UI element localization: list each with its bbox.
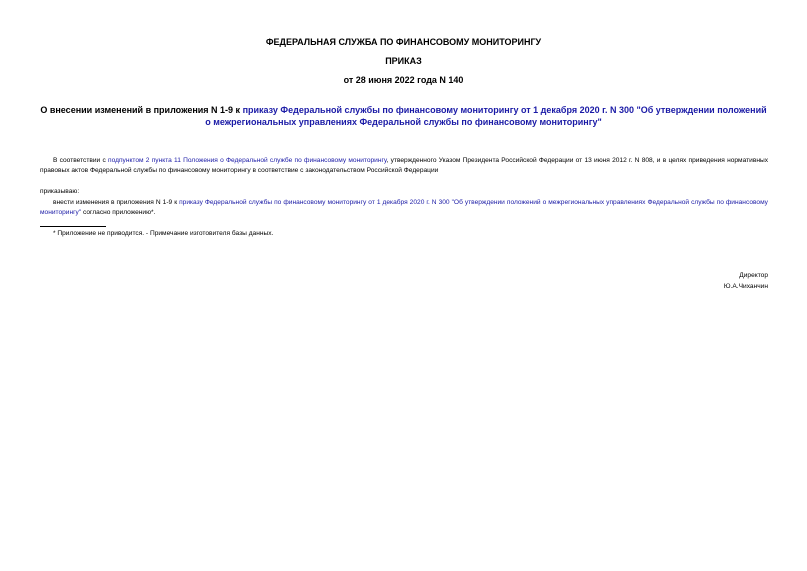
order-word: приказываю:: [40, 188, 80, 195]
document-type: ПРИКАЗ: [385, 56, 422, 66]
title-prefix: О внесении изменений в приложения N 1-9 к: [40, 105, 243, 115]
signature-name: Ю.А.Чиханчин: [723, 283, 768, 290]
document-title: [40, 104, 767, 128]
agency-name: ФЕДЕРАЛЬНАЯ СЛУЖБА ПО ФИНАНСОВОМУ МОНИТОРИНГУ: [265, 37, 542, 47]
preamble-paragraph: [40, 156, 768, 176]
document-date-number: от 28 июня 2022 года N 140: [343, 75, 464, 85]
signature-position: Директор: [739, 272, 768, 279]
footnote: * Приложение не приводится. - Примечание изготовителя базы данных.: [53, 230, 274, 237]
preamble-text-c: , и в целях приведения нормативных правовых актов Федеральной службы по финансовому мониторингу в соответствие с законодательством Российской Федерации: [40, 157, 768, 174]
order-paragraph: [40, 198, 768, 218]
preamble-link-regulation[interactable]: подпунктом 2 пункта 11 Положения о Федеральной службе по финансовому мониторингу: [108, 157, 387, 164]
order-text-b: согласно приложению*.: [81, 209, 156, 216]
order-text-a: внести изменения в приложения N 1-9 к: [53, 199, 180, 206]
order-link[interactable]: приказу Федеральной службы по финансовому мониторингу от 1 декабря 2020 г. N 300 "Об утверждении положений о межрегиональных управлениях Федеральной службы по финансовому мониторингу": [40, 199, 768, 216]
footnote-divider: [40, 226, 106, 227]
preamble-text-b: , утвержденного Указом Президента Российской Федерации от 13 июня 2012 г. N 808: [386, 157, 653, 164]
preamble-text-a: В соответствии с: [53, 157, 109, 164]
title-link[interactable]: приказу Федеральной службы по финансовому мониторингу от 1 декабря 2020 г. N 300 "Об утверждении положений о межрегиональных управлениях Федеральной службы по финансовому мониторингу": [205, 105, 767, 127]
